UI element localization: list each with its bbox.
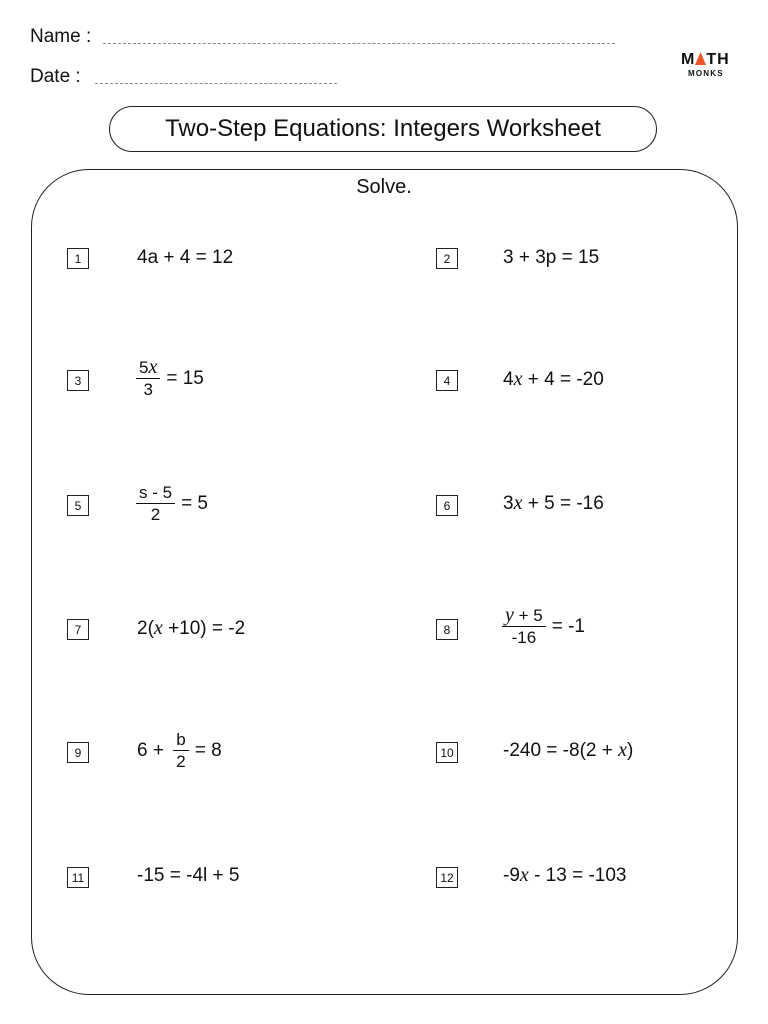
date-label: Date : (30, 66, 81, 87)
fraction: $\frac{y + 5}{-16}$ (502, 606, 546, 647)
problem-number-2: 2 (436, 248, 458, 269)
problem-number-6: 6 (436, 495, 458, 516)
problem-number-12: 12 (436, 867, 458, 888)
problem-number-8: 8 (436, 619, 458, 640)
fraction: $\frac{5x}{3}$ (136, 358, 160, 399)
problem-4-equation: 4 x + 4 = -20 (503, 368, 604, 390)
problem-8-equation: $\frac{y + 5}{-16}$ = -1 (502, 606, 585, 647)
date-blank-line[interactable] (95, 83, 337, 84)
problem-number-9: 9 (67, 742, 89, 763)
logo-subtext: MONKS (688, 69, 724, 78)
problem-3-equation: $\frac{5x}{3}$ = 15 (136, 358, 204, 399)
problem-11-equation: -15 = -4l + 5 (137, 865, 240, 886)
problem-number-10: 10 (436, 742, 458, 763)
logo-wordmark: M TH (681, 51, 730, 68)
math-monks-logo (681, 51, 741, 81)
problem-number-11: 11 (67, 867, 89, 888)
fraction: $\frac{b}{2}$ (173, 730, 188, 771)
logo-triangle-icon (695, 51, 706, 64)
problem-7-equation: 2( x +10) = -2 (137, 617, 246, 639)
problem-1-equation: 4a + 4 = 12 (137, 247, 234, 268)
problem-9-equation: 6 + $\frac{b}{2}$ = 8 (137, 730, 222, 771)
name-label: Name : (30, 26, 92, 47)
problem-6-equation: 3 x + 5 = -16 (503, 492, 604, 514)
name-blank-line[interactable] (103, 43, 615, 44)
problem-10-equation: -240 = -8(2 + x ) (503, 739, 634, 761)
problem-number-3: 3 (67, 370, 89, 391)
problem-12-equation: -9 x - 13 = -103 (503, 864, 627, 886)
problem-number-1: 1 (67, 248, 89, 269)
problem-number-5: 5 (67, 495, 89, 516)
fraction: $\frac{s - 5}{2}$ (136, 483, 175, 524)
problem-number-4: 4 (436, 370, 458, 391)
worksheet-title: Two-Step Equations: Integers Worksheet (109, 106, 657, 152)
problem-5-equation: $\frac{s - 5}{2}$ = 5 (136, 483, 208, 524)
problem-number-7: 7 (67, 619, 89, 640)
problem-2-equation: 3 + 3p = 15 (503, 247, 600, 268)
instructions: Solve. (356, 176, 412, 198)
